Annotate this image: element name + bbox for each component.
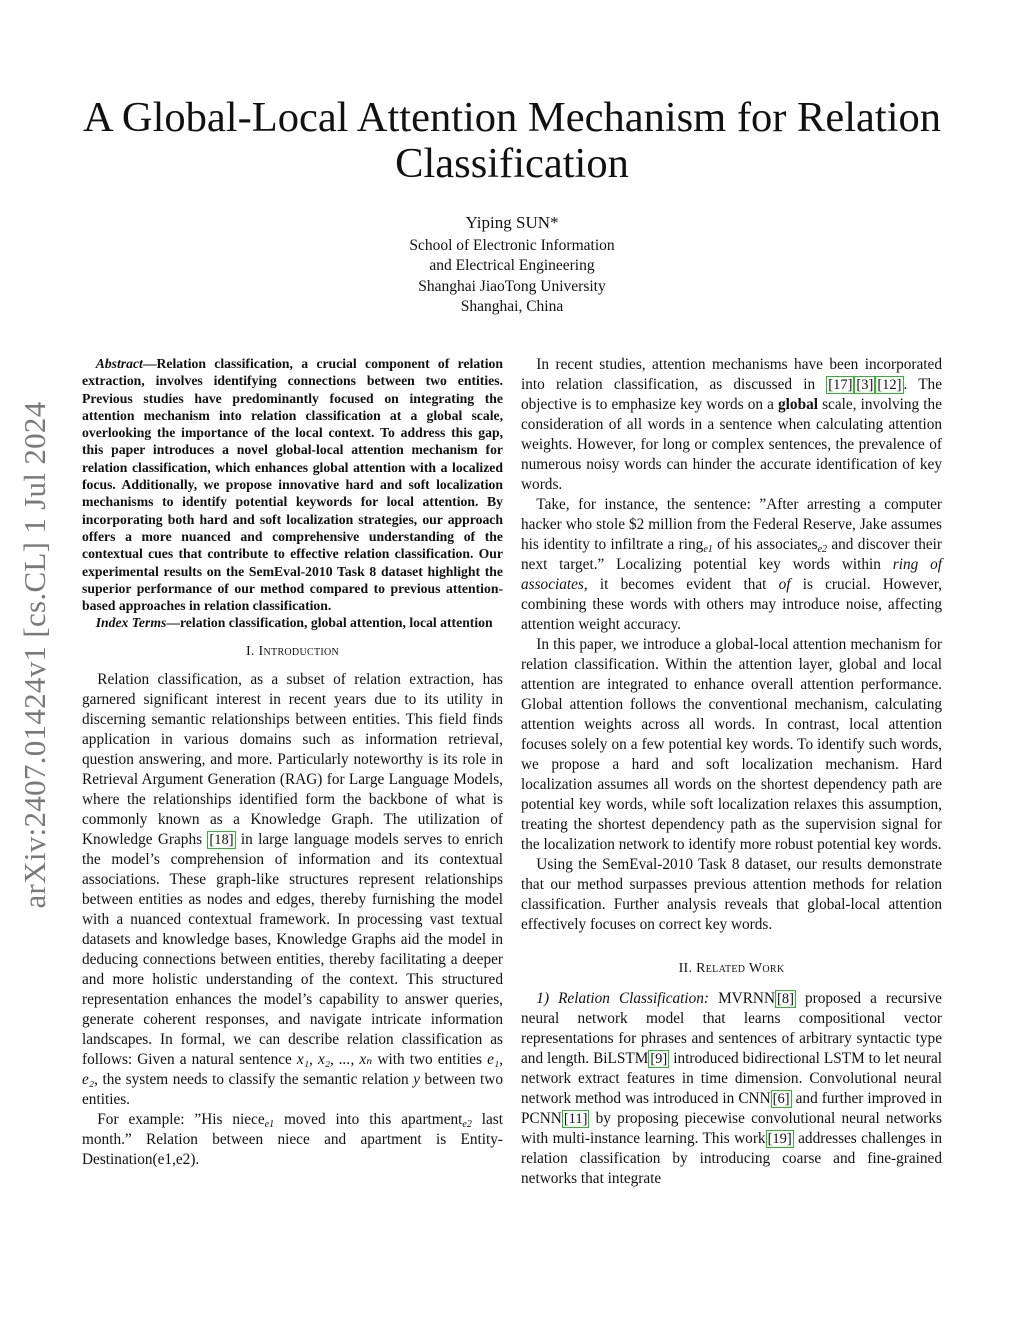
affiliation-line: Shanghai JiaoTong University <box>418 277 606 295</box>
abstract-text: —Relation classification, a crucial component of relation extraction, involves identifying connections between two entities. Previous studies have predominantly focused on integrating the attention mechanism into relation classification at a global scale, overlooking the importance of the local context. To address this gap, this paper introduces a novel global-local attention mechanism for relation classification, which enhances global attention with a localized focus. Additionally, we propose innovative hard and soft localization mechanisms to identify potential keywords for local attention. By incorporating both hard and soft localization strategies, our approach offers a more nuanced and comprehensive understanding of the contextual cues that contribute to effective relation classification. Our experimental results on the SemEval-2010 Task 8 dataset highlight the superior performance of our method compared to previous attention-based approaches in relation classification. <box>82 356 503 614</box>
right-paragraph-4: Using the SemEval-2010 Task 8 dataset, our results demonstrate that our method surpasses previous attention methods for relation classification. Further analysis reveals that global-local attention effectively focuses on correct key words. <box>521 856 942 933</box>
citation-link[interactable]: [18] <box>209 831 234 848</box>
citation-link[interactable]: [12] <box>877 377 902 393</box>
arxiv-identifier: arXiv:2407.01424v1 [cs.CL] 1 Jul 2024 <box>17 401 52 909</box>
math-relation: y <box>413 1070 421 1088</box>
text-run: . The objective is to emphasize key words on a <box>521 376 942 413</box>
text-run: In recent studies, attention mechanisms have been incorporated into relation classification, as discussed in <box>521 356 942 393</box>
text-run: and further improved in PCNN <box>521 1090 942 1127</box>
abstract-label: Abstract <box>95 356 143 371</box>
affiliation-line: School of Electronic Information <box>409 236 615 254</box>
arxiv-watermark <box>12 375 58 935</box>
intro-paragraph-2 <box>82 1110 503 1170</box>
text-run: last month.” Relation between niece and apartment is Entity-Destination(e1,e2). <box>82 1110 503 1168</box>
left-column <box>82 355 503 1170</box>
related-paragraph-1 <box>521 989 942 1189</box>
bold-word: global <box>778 396 818 413</box>
section-title: Introduction <box>258 643 340 659</box>
entity-subscript: e1 <box>703 544 713 555</box>
section-heading-introduction <box>82 642 503 662</box>
index-terms <box>82 614 503 631</box>
text-run: in large language models serves to enrich the model’s comprehension of information and its contextual associations. These graph-like structures represent relationships between entities as nodes and edges, thereby furnishing the model with a nuanced contextual framework. In processing vast textual datasets and knowledge bases, Knowledge Graphs aid the model in deducing connections between entities, thereby facilitating a deeper and more holistic understanding of the context. This structured representation enhances the model’s capability to answer queries, generate coherent responses, and navigate intricate information landscapes. In formal, we can describe relation classification as follows: Given a natural sentence <box>82 830 503 1068</box>
affiliation-line: Shanghai, China <box>460 298 564 316</box>
text-run: with two entities <box>372 1050 488 1068</box>
citation-link[interactable]: [8] <box>777 991 794 1007</box>
entity-subscript: e2 <box>817 544 828 555</box>
section-number: II. <box>678 961 693 976</box>
right-column <box>521 355 942 1189</box>
citation-link[interactable]: [9] <box>650 1051 668 1067</box>
right-paragraph-2 <box>521 495 942 635</box>
text-run: MVRNN <box>709 990 776 1007</box>
right-paragraph-3: In this paper, we introduce a global-local attention mechanism for relation classification. Within the attention layer, global and local attention are integrated to enhance overall attention performance. Global attention follows the conventional mechanism, calculating attention weights across all words. In contrast, local attention focuses solely on a few potential key words. To identify such words, we propose a hard and soft localization mechanism. Hard localization assumes all words on the shortest dependency path are potential key words, while soft localization relaxes this assumption, treating the shortest dependency path as the supervision signal for the localization network to identify more robust potential key words. <box>521 636 942 853</box>
entity-subscript: e1 <box>264 1118 275 1130</box>
affiliation-line: and Electrical Engineering <box>429 257 595 275</box>
text-run: and discover their next target.” Localizing potential key words within <box>521 536 942 573</box>
index-terms-label: Index Terms <box>95 615 167 631</box>
index-terms-text: —relation classification, global attention, local attention <box>166 615 493 631</box>
text-run: by proposing piecewise convolutional neural networks with multi-instance learning. This work <box>521 1110 942 1147</box>
text-run: Take, for instance, the sentence: ”After arresting a computer hacker who stole $2 million from the Federal Reserve, Jake assumes his identity to infiltrate a ring <box>521 496 942 553</box>
citation-link[interactable]: [17] <box>828 377 853 393</box>
paper-title <box>60 95 964 187</box>
text-run: , it becomes evident that <box>583 576 779 593</box>
title-line-2: Classification <box>395 140 629 187</box>
author-name: Yiping SUN* <box>465 213 559 232</box>
citation-link[interactable]: [6] <box>772 1091 790 1107</box>
text-run: between two entities. <box>82 1070 504 1108</box>
text-run: For example: ”His niece <box>97 1110 265 1128</box>
author-block <box>60 213 964 318</box>
italic-phrase: ring of associates <box>521 556 942 593</box>
text-run: is crucial. However, combining these words with others may introduce noise, affecting attention weight accuracy. <box>521 576 942 633</box>
section-title: Related Work <box>696 961 785 976</box>
intro-paragraph-1 <box>82 670 503 1110</box>
entity-subscript: e2 <box>462 1118 472 1130</box>
section-number: I. <box>245 643 255 659</box>
citation-link[interactable]: [19] <box>767 1131 792 1147</box>
citation-link[interactable]: [11] <box>563 1111 588 1127</box>
text-run: moved into this apartment <box>274 1110 463 1128</box>
text-run: Relation classification, as a subset of relation extraction, has garnered significant interest in recent years due to its utility in discerning semantic relationships between entities. This field finds application in various domains such as information retrieval, question answering, and more. Particularly noteworthy is its role in Retrieval Argument Generation (RAG) for Large Language Models, where the relationships identified form the backbone of what is commonly known as a Knowledge Graph. The utilization of Knowledge Graphs <box>82 670 503 848</box>
abstract <box>82 355 503 614</box>
text-run: , the system needs to classify the semantic relation <box>94 1070 414 1088</box>
text-run: scale, involving the consideration of all words in a sentence when calculating attention weights. However, for long or complex sentences, the prevalence of numerous noisy words can hinder the accurate identification of key words. <box>521 396 942 493</box>
citation-link[interactable]: [3] <box>856 377 874 393</box>
text-run: of his associates <box>712 536 818 553</box>
italic-word: of <box>778 576 791 593</box>
subsection-heading: 1) Relation Classification: <box>536 990 710 1007</box>
text-run: proposed a recursive neural network model that learns compositional vector representations for phrases and sentences of arbitrary syntactic type and length. BiLSTM <box>521 990 942 1067</box>
right-paragraph-1 <box>521 355 942 495</box>
title-line-1: A Global-Local Attention Mechanism for Relation <box>82 94 942 141</box>
math-sequence: x₁, x₂, ..., xₙ <box>296 1050 373 1068</box>
section-heading-related-work <box>521 959 942 979</box>
math-entities: e₁, e₂ <box>82 1050 503 1088</box>
text-run: introduced bidirectional LSTM to let neural network extract features in time dimension. Convolutional neural network method was introduced in CNN <box>521 1050 943 1107</box>
text-run: addresses challenges in relation classification by introducing coarse and fine-grained networks that integrate <box>521 1130 942 1187</box>
